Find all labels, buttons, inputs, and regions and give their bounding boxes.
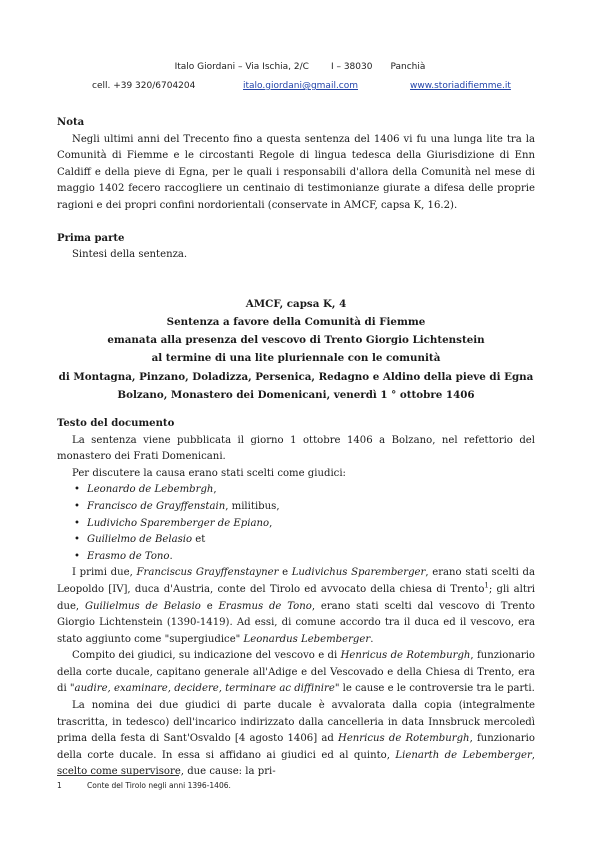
footnote <box>57 781 231 790</box>
list-item: • Leonardo de Lebembrgh, <box>87 482 535 499</box>
author-name: Italo Giordani – Via Ischia, 2/C <box>174 62 309 72</box>
testo-paragraph-2: Per discutere la causa erano stati scelti come giudici: <box>72 467 346 479</box>
prima-parte-text: Sintesi della sentenza. <box>72 249 188 261</box>
list-item: • Francisco de Grayffenstain, militibus, <box>87 499 535 516</box>
list-item: • Guilielmo de Belasio et <box>87 532 535 549</box>
letterhead-address <box>0 62 600 72</box>
postal-code: I – 38030 <box>330 62 373 72</box>
email-link[interactable]: italo.giordani@gmail.com <box>243 81 359 91</box>
document-body <box>57 115 535 781</box>
document-title-block <box>57 295 535 404</box>
footnote-ref[interactable]: 1 <box>484 581 489 590</box>
title-line-5: di Montagna, Pinzano, Doladizza, Persenica, Redagno e Aldino della pieve di Egna <box>58 370 534 383</box>
prima-parte-heading: Prima parte <box>57 232 125 244</box>
testo-paragraph-5: La nomina dei due giudici di parte ducale è avvalorata dalla copia (integralmente trascritta, in tedesco) dell'incarico indirizzato dalla cancelleria in data Innsbruck mercoledì prima della festa di Sant'Osvaldo [4 agosto 1406] ad Henricus de Rotemburgh, funzionario della corte ducale. In essa si affidano ai giudici ed al quinto, Lienarth de Lebemberger, scelto come supervisore, due cause: la pri- <box>57 700 535 778</box>
title-line-4: al termine di una lite pluriennale con le comunità <box>151 352 441 365</box>
title-line-6: Bolzano, Monastero dei Domenicani, venerdì 1 ° ottobre 1406 <box>117 388 475 401</box>
title-line-1: AMCF, capsa K, 4 <box>245 297 347 310</box>
title-line-2: Sentenza a favore della Comunità di Fiemme <box>166 315 426 328</box>
town: Panchià <box>390 62 426 72</box>
footnote-text: Conte del Tirolo negli anni 1396-1406. <box>87 781 231 790</box>
title-line-3: emanata alla presenza del vescovo di Trento Giorgio Lichtenstein <box>107 334 485 347</box>
website-link[interactable]: www.storiadifiemme.it <box>410 81 511 91</box>
testo-paragraph-3: I primi due, Franciscus Grayffenstayner e Ludivichus Sparemberger, erano stati scelti da Leopoldo [IV], duca d'Austria, conte del Tirolo ed avvocato della chiesa di Trento$^1$; gli altri due, Guilielmus de Belasio e Erasmus de Tono, erano stati scelti dal vescovo di Trento Giorgio Lichtenstein (1390-1419). Ad essi, di comune accordo tra il duca ed il vescovo, era stato aggiunto come "supergiudice" Leonardus Lebemberger. <box>57 567 536 645</box>
nota-paragraph: Negli ultimi anni del Trecento fino a questa sentenza del 1406 vi fu una lunga lite tra la Comunità di Fiemme e le circostanti Regole di lingua tedesca della Giurisdizione di Enn Caldiff e della pieve di Egna, per le quali i responsabili d'allora della Comunità nel mese di maggio 1402 fecero raccogliere un centinaio di testimonianze giurate a difesa delle proprie ragioni e dei propri confini nordorientali (conservate in AMCF, capsa K, 16.2). <box>57 133 535 211</box>
list-item: • Ludivicho Sparemberger de Epiano, <box>87 516 535 533</box>
testo-paragraph-1: La sentenza viene pubblicata il giorno 1 ottobre 1406 a Bolzano, nel refettorio del monastero dei Frati Domenicani. <box>57 434 535 463</box>
list-item: • Erasmo de Tono. <box>87 549 535 566</box>
nota-heading: Nota <box>57 117 85 128</box>
phone-number: cell. +39 320/6704204 <box>92 81 196 91</box>
testo-paragraph-4: Compito dei giudici, su indicazione del vescovo e di Henricus de Rotemburgh, funzionario della corte ducale, capitano generale all'Adige e del Vescovado e della Chiesa di Trento, era di "audire, examinare, decidere, terminare ac diffinire" le cause e le controversie tra le parti. <box>57 650 535 695</box>
footnote-number: 1 <box>57 781 62 790</box>
footnote-divider <box>57 775 179 776</box>
judges-list <box>57 482 535 565</box>
testo-heading: Testo del documento <box>57 417 175 429</box>
